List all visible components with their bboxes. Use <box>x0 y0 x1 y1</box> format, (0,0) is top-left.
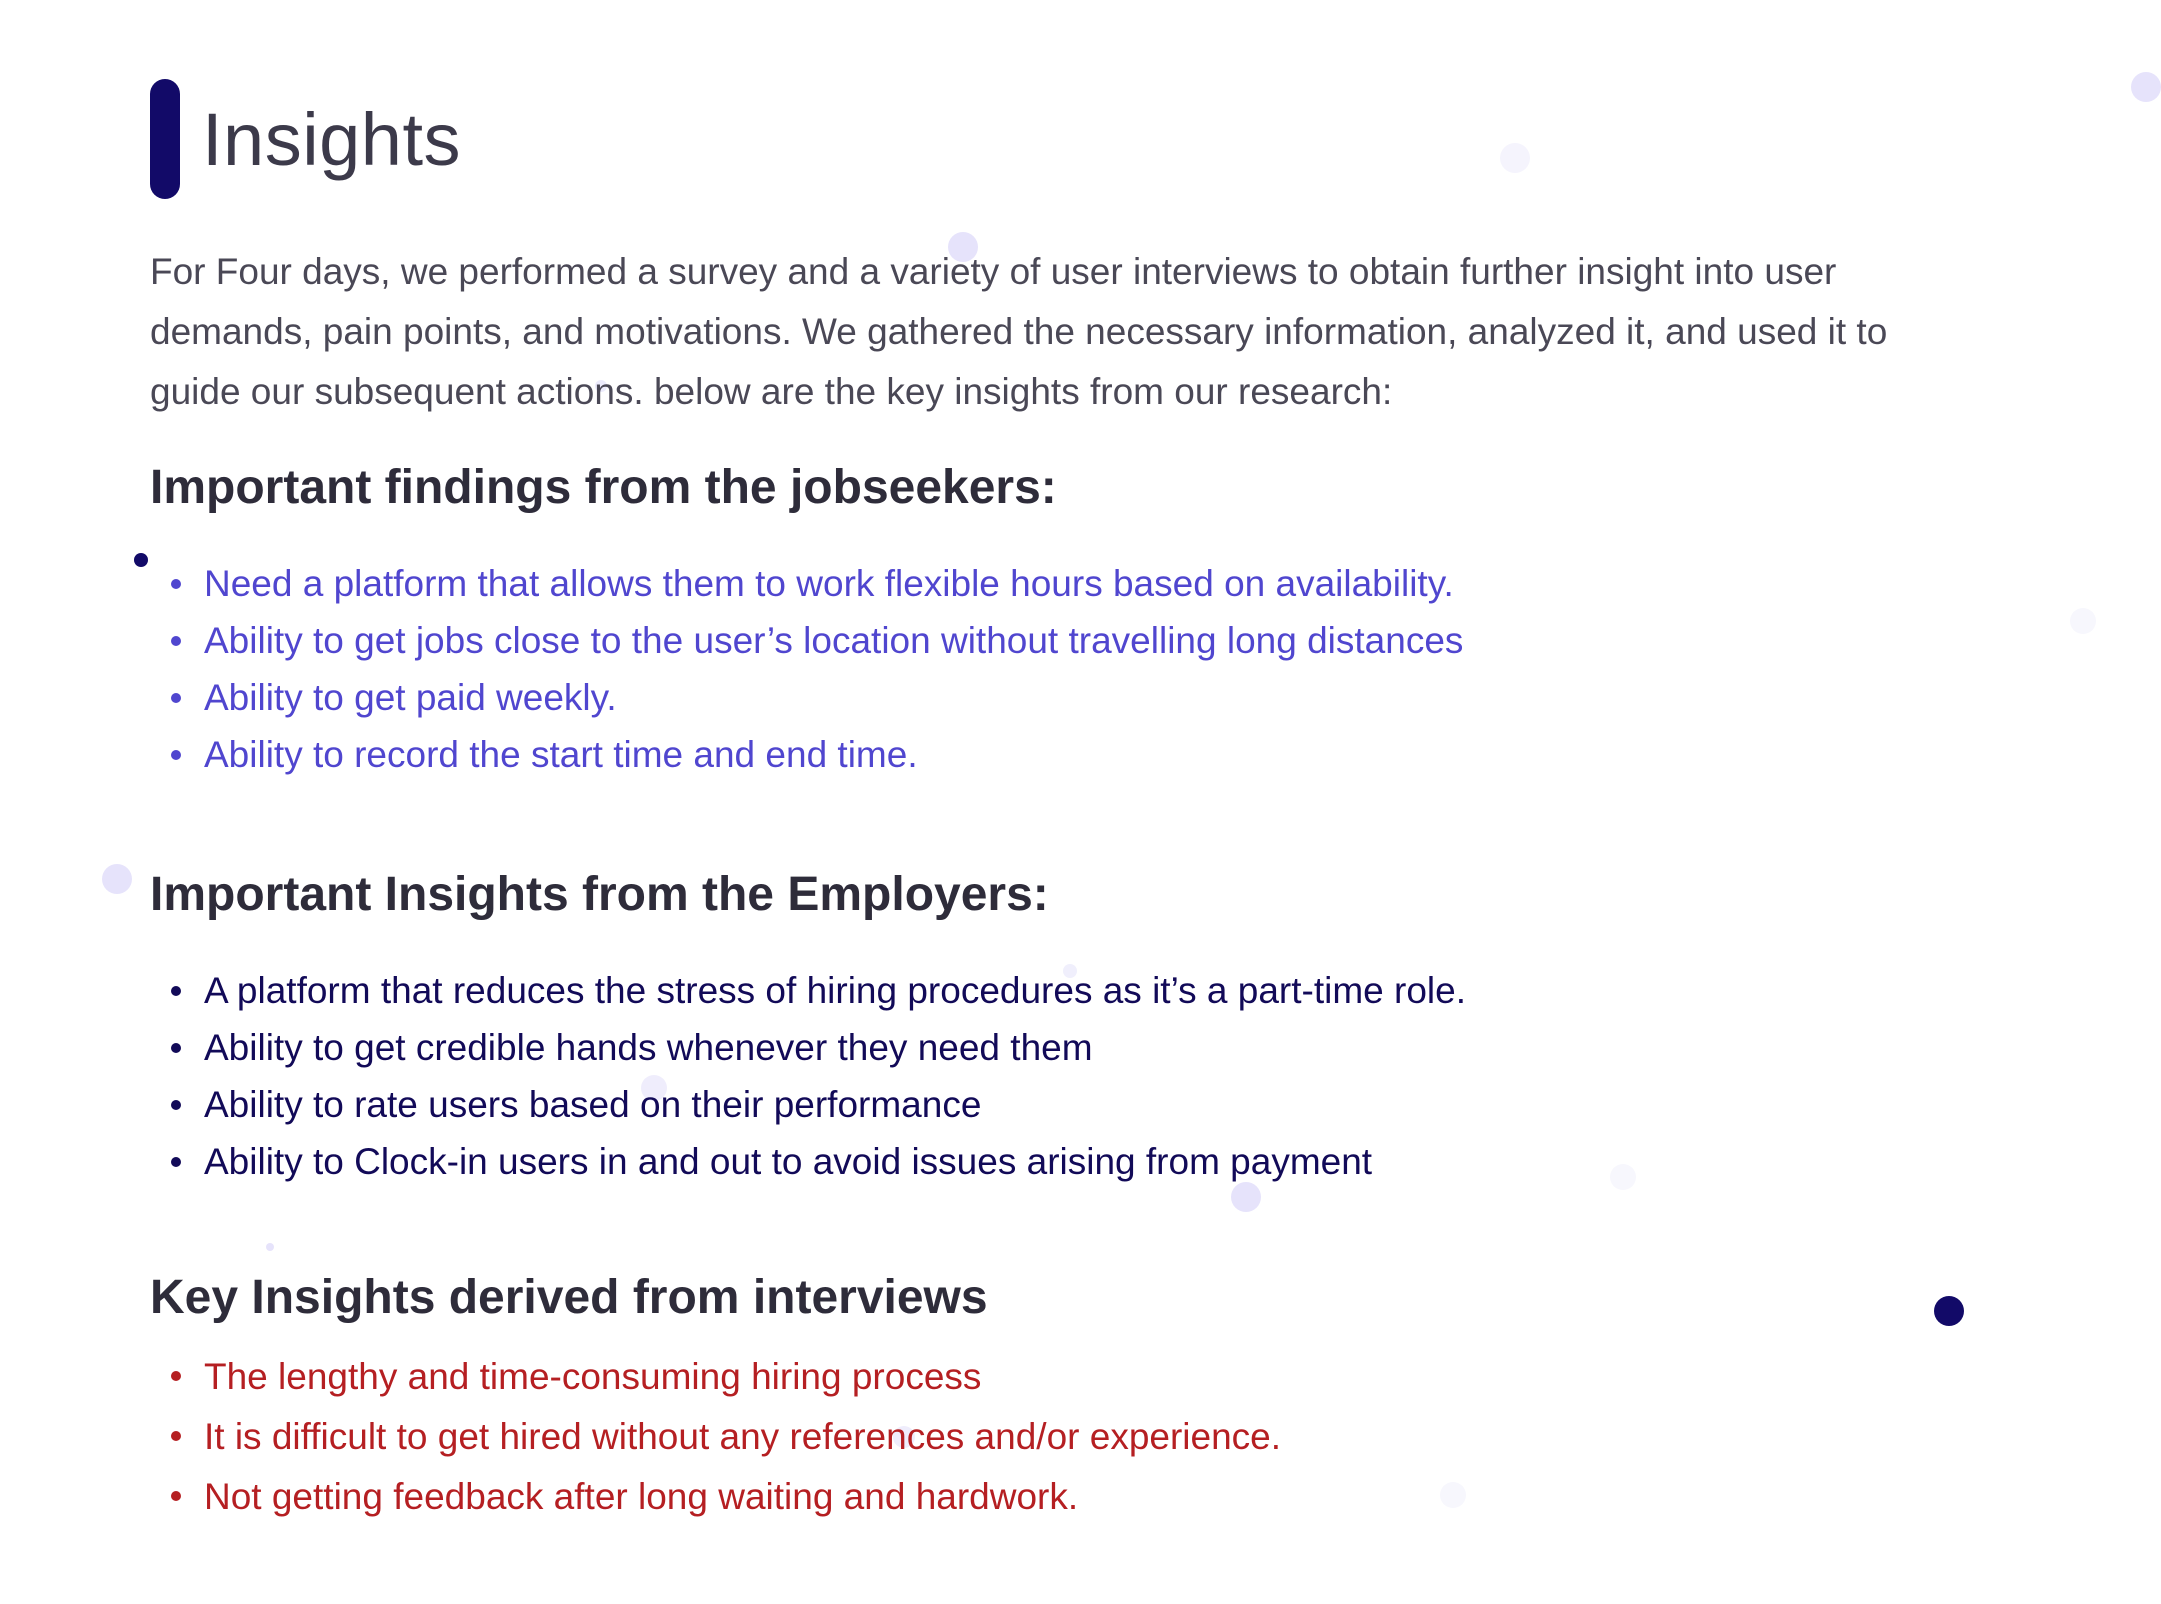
list-item: Ability to get credible hands whenever they need them <box>150 1019 1910 1076</box>
employers-heading: Important Insights from the Employers: <box>150 868 1049 921</box>
jobseekers-heading: Important findings from the jobseekers: <box>150 461 1057 514</box>
list-item: Ability to get jobs close to the user’s location without travelling long distances <box>150 612 1910 669</box>
list-item: Ability to record the start time and end time. <box>150 726 1910 783</box>
jobseekers-findings-list <box>150 555 1910 783</box>
list-item: Ability to get paid weekly. <box>150 669 1910 726</box>
decorative-dot <box>1934 1296 1964 1326</box>
list-item: Ability to Clock-in users in and out to avoid issues arising from payment <box>150 1133 1910 1190</box>
decorative-dot <box>2131 72 2161 102</box>
intro-paragraph: For Four days, we performed a survey and a variety of user interviews to obtain further insight into user demands, pain points, and motivations. We gathered the necessary information, analyzed it, and used it to guide our subsequent actions. below are the key insights from our research: <box>150 251 1888 412</box>
list-item: Need a platform that allows them to work flexible hours based on availability. <box>150 555 1910 612</box>
list-item: A platform that reduces the stress of hiring procedures as it’s a part-time role. <box>150 962 1910 1019</box>
decorative-dot <box>2070 608 2096 634</box>
list-item: It is difficult to get hired without any references and/or experience. <box>150 1407 1910 1467</box>
list-item: The lengthy and time-consuming hiring process <box>150 1347 1910 1407</box>
list-item: Ability to rate users based on their performance <box>150 1076 1910 1133</box>
employers-insights-list <box>150 962 1910 1190</box>
insights-page <box>150 78 1910 1527</box>
decorative-dot <box>134 553 148 567</box>
decorative-dot <box>102 864 132 894</box>
title-row <box>150 78 1910 200</box>
interview-insights-list <box>150 1347 1910 1527</box>
page-title: Insights <box>202 97 462 181</box>
title-accent-bar <box>150 79 180 199</box>
interviews-heading: Key Insights derived from interviews <box>150 1271 988 1324</box>
list-item: Not getting feedback after long waiting and hardwork. <box>150 1467 1910 1527</box>
